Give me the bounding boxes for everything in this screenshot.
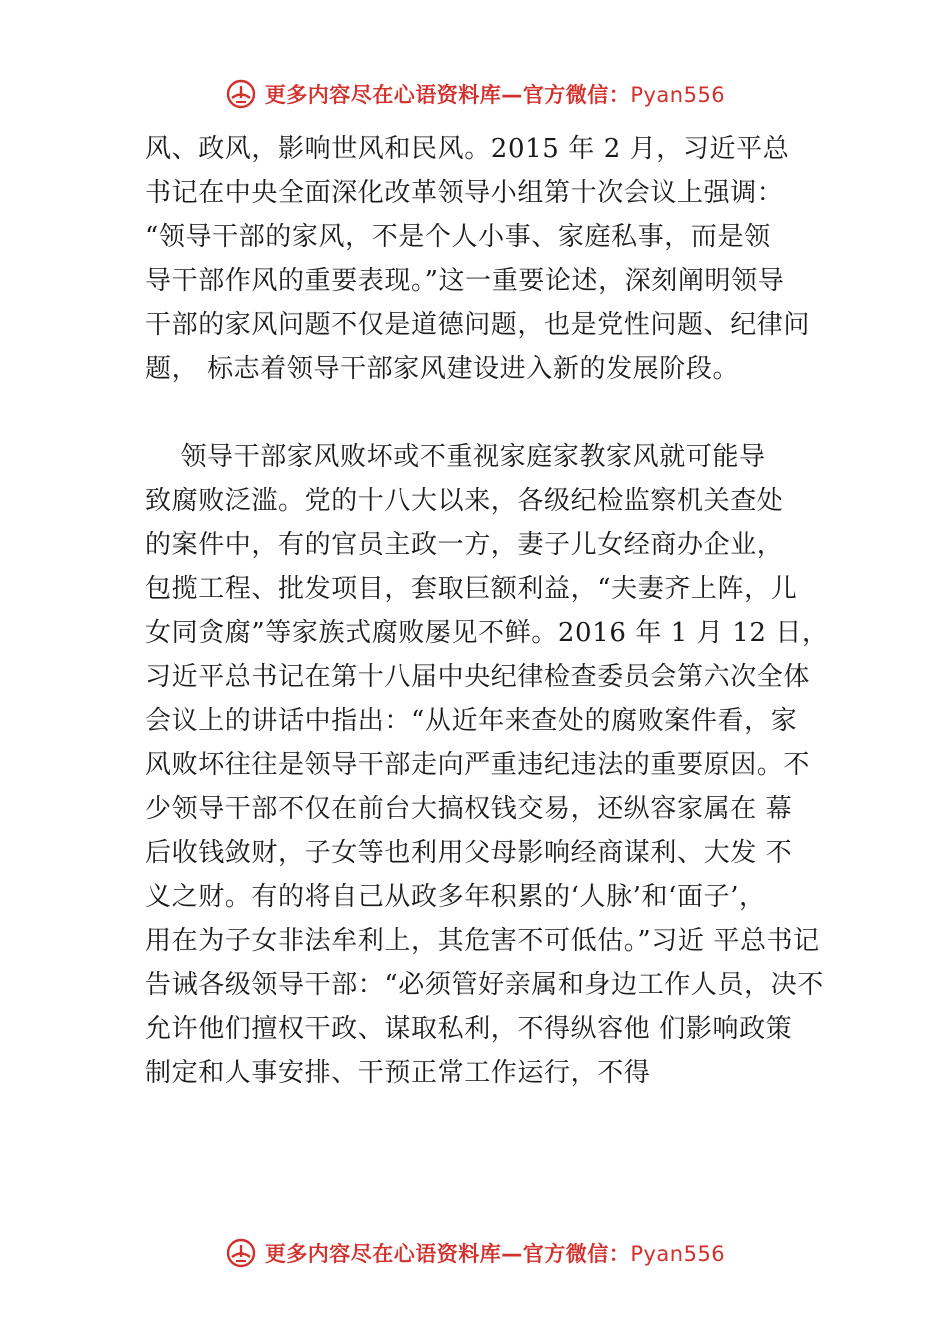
text-line: 义之财。有的将自己从政多年积累的‘人脉’和‘面子’， — [145, 882, 766, 912]
text-line: 题， 标志着领导干部家风建设进入新的发展阶段。 — [145, 354, 740, 384]
document-body — [145, 127, 835, 1095]
text-line: 干部的家风问题不仅是道德问题，也是党性问题、纪律问 — [145, 310, 811, 340]
text-line: 少领导干部不仅在前台大搞权钱交易，还纵容家属在 幕 — [145, 794, 793, 824]
text-line: 致腐败泛滥。党的十八大以来，各级纪检监察机关查处 — [145, 486, 784, 516]
text-line: 习近平总书记在第十八届中央纪律检查委员会第六次全体 — [145, 662, 811, 692]
text-line: 包揽工程、批发项目，套取巨额利益，“夫妻齐上阵，儿 — [145, 574, 798, 604]
book-logo-icon — [225, 78, 257, 110]
text-line: 用在为子女非法牟利上，其危害不可低估。”习近 平总书记 — [145, 926, 820, 956]
text-line: 女同贪腐”等家族式腐败屡见不鲜。2016 年 1 月 12 日， — [145, 618, 829, 648]
watermark-text: 更多内容尽在心语资料库—官方微信：Pyan556 — [264, 83, 726, 107]
text-line: 制定和人事安排、干预正常工作运行，不得 — [145, 1058, 651, 1088]
paragraph-2 — [145, 435, 835, 1095]
text-line: 告诫各级领导干部：“必须管好亲属和身边工作人员，决不 — [145, 970, 824, 1000]
paragraph-1 — [145, 127, 835, 391]
text-line: 风、政风，影响世风和民风。2015 年 2 月，习近平总 — [145, 134, 790, 164]
paragraph-gap — [145, 391, 835, 435]
book-logo-icon — [225, 1237, 257, 1269]
text-line: 会议上的讲话中指出：“从近年来查处的腐败案件看，家 — [145, 706, 798, 736]
text-line: “领导干部的家风，不是个人小事、家庭私事，而是领 — [145, 222, 771, 252]
text-line: 导干部作风的重要表现。”这一重要论述，深刻阐明领导 — [145, 266, 785, 296]
text-line: 允许他们擅权干政、谋取私利，不得纵容他 们影响政策 — [145, 1014, 793, 1044]
text-line: 书记在中央全面深化改革领导小组第十次会议上强调： — [145, 178, 784, 208]
header-watermark — [0, 74, 950, 114]
watermark-text: 更多内容尽在心语资料库—官方微信：Pyan556 — [264, 1242, 726, 1266]
footer-watermark — [0, 1233, 950, 1273]
text-line: 后收钱敛财，子女等也利用父母影响经商谋利、大发 不 — [145, 838, 793, 868]
text-line: 风败坏往往是领导干部走向严重违纪违法的重要原因。不 — [145, 750, 811, 780]
text-line: 领导干部家风败坏或不重视家庭家教家风就可能导 — [145, 442, 766, 472]
text-line: 的案件中，有的官员主政一方，妻子儿女经商办企业， — [145, 530, 784, 560]
